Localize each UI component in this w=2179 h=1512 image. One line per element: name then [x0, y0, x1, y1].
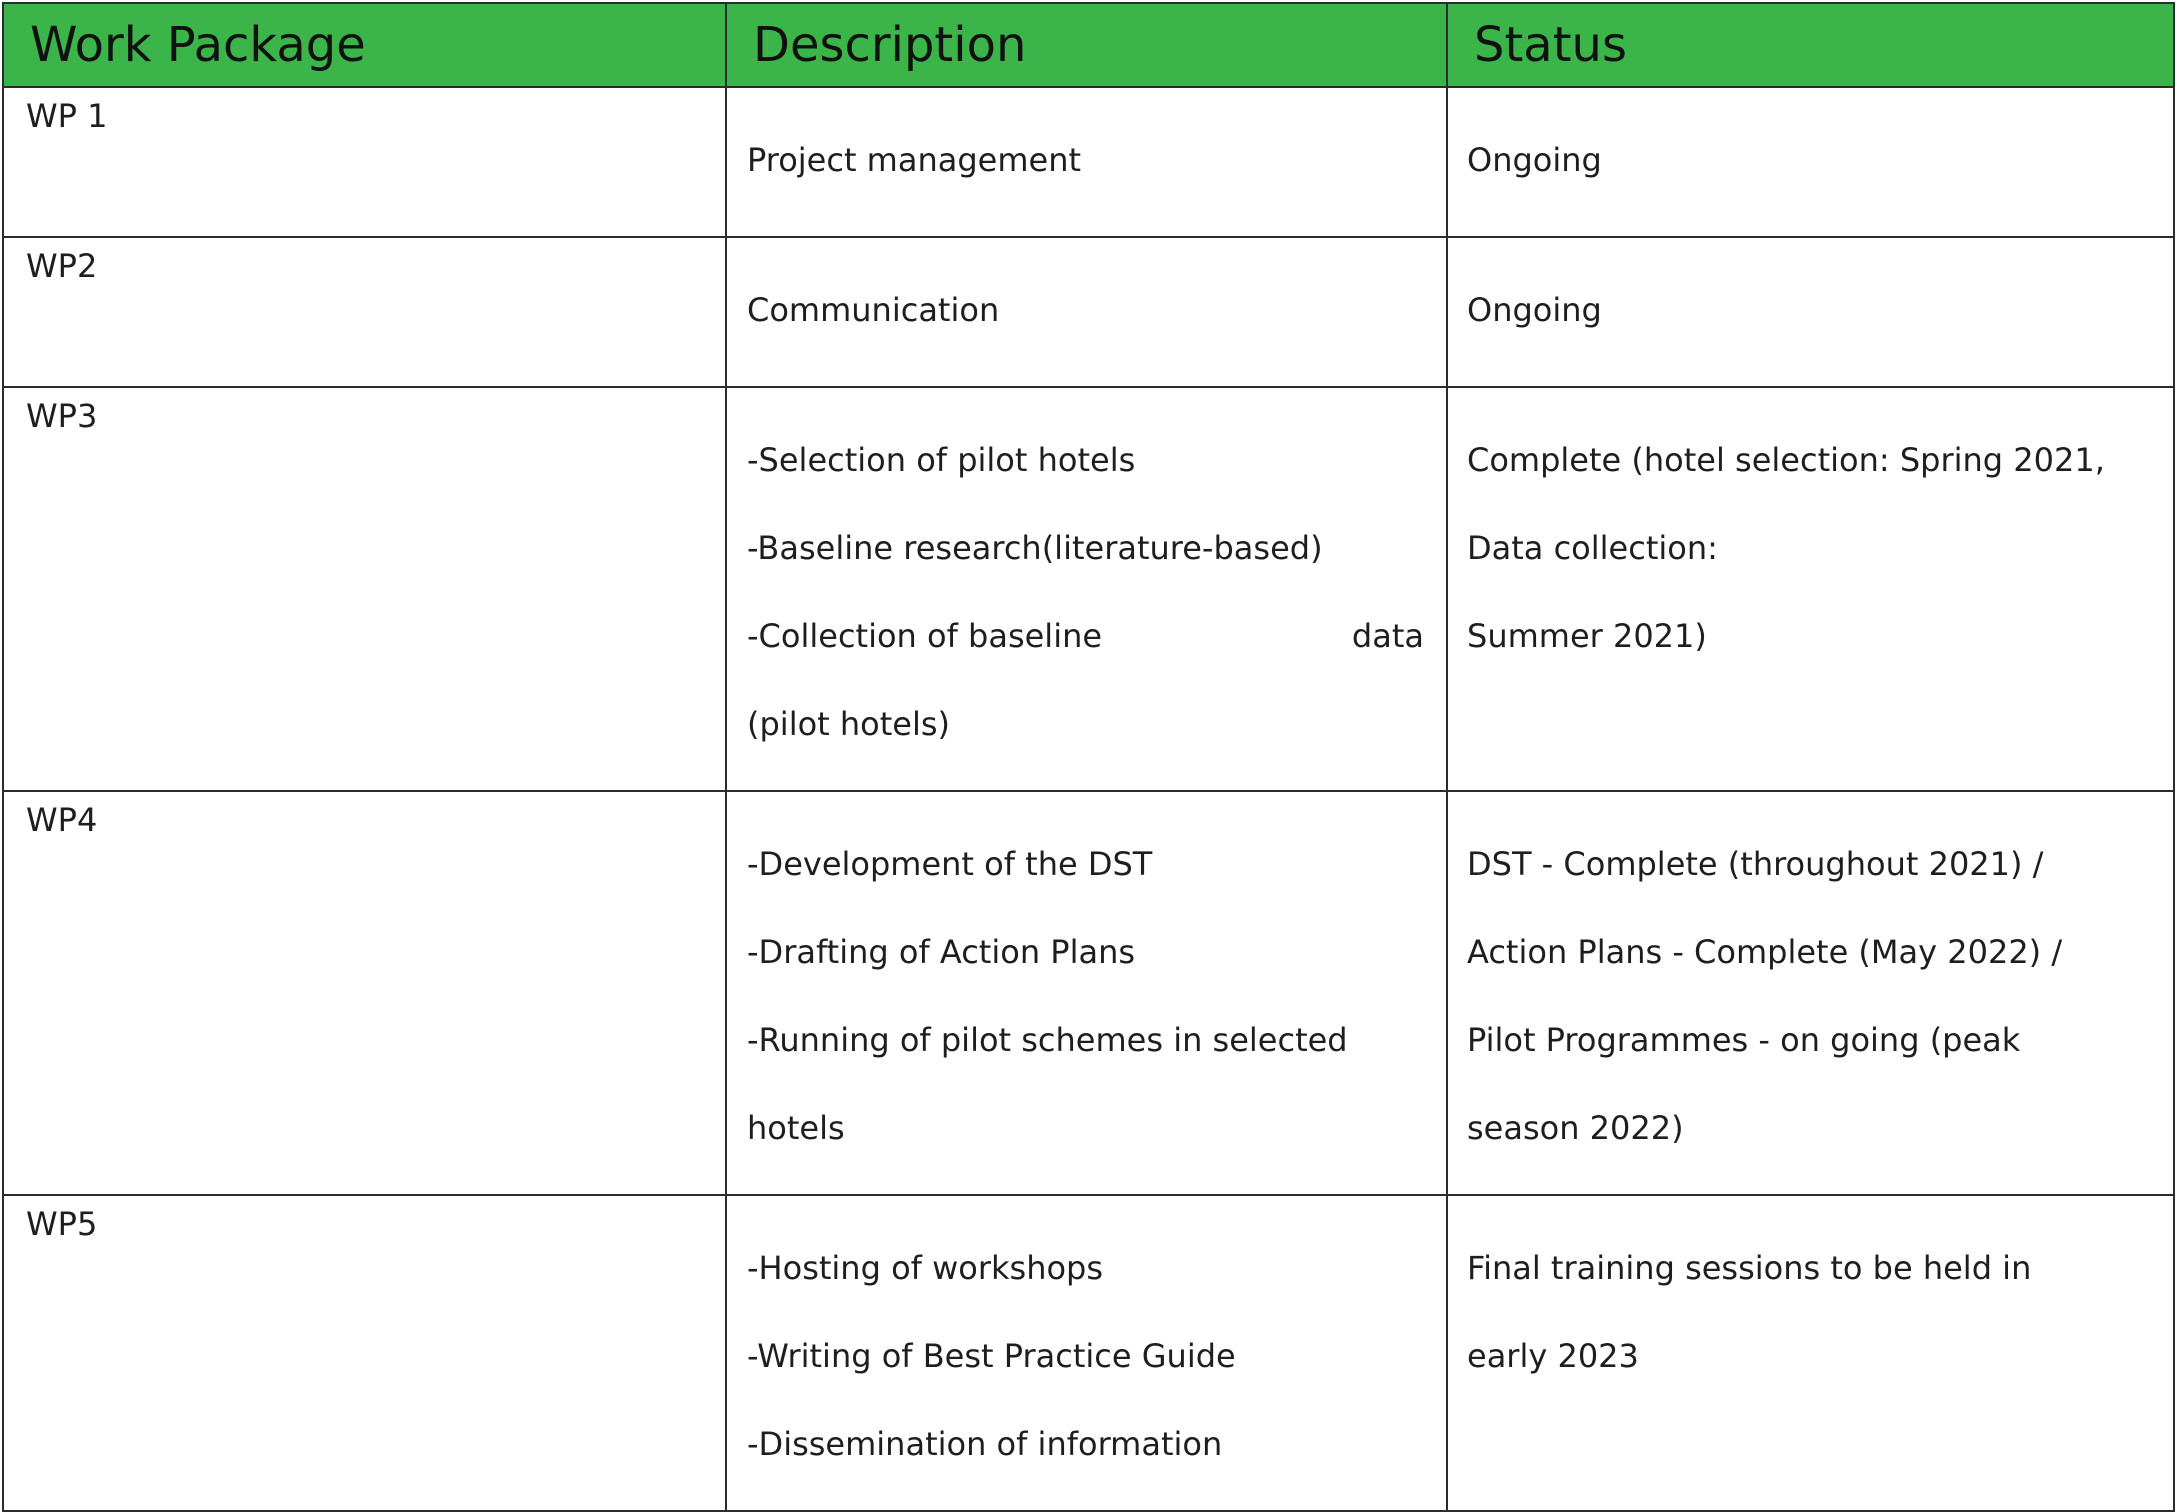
- description-line: -Dissemination of information: [747, 1425, 1223, 1463]
- description-line: Project management: [747, 141, 1082, 179]
- status-line: Ongoing: [1467, 141, 1602, 179]
- description-line: data: [1351, 617, 1424, 655]
- wp-cell: [3, 1195, 726, 1511]
- header-description: Description: [726, 3, 1447, 87]
- description-line: -Baseline research(literature-based): [747, 529, 1323, 567]
- status-line: early 2023: [1467, 1337, 1639, 1375]
- wp-cell: [3, 791, 726, 1195]
- wp-cell: [3, 237, 726, 387]
- status-line: Summer 2021): [1467, 617, 1707, 655]
- description-line: -Development of the DST: [747, 845, 1153, 883]
- status-line: Action Plans - Complete (May 2022) /: [1467, 933, 2063, 971]
- description-line: -Running of pilot schemes in selected: [747, 1021, 1348, 1059]
- status-cell: [1447, 791, 2174, 1195]
- description-line: -Drafting of Action Plans: [747, 933, 1136, 971]
- status-line: Final training sessions to be held in: [1467, 1249, 2032, 1287]
- status-cell: [1447, 1195, 2174, 1511]
- wp-label: WP4: [26, 801, 98, 839]
- description-cell: [726, 1195, 1447, 1511]
- wp-label: WP3: [26, 397, 98, 435]
- wp-label: WP 1: [26, 97, 108, 135]
- status-cell: [1447, 387, 2174, 791]
- description-line: -Selection of pilot hotels: [747, 441, 1136, 479]
- status-line: season 2022): [1467, 1109, 1684, 1147]
- table-row: [3, 87, 2174, 237]
- description-line: -Writing of Best Practice Guide: [747, 1337, 1236, 1375]
- description-cell: [726, 387, 1447, 791]
- status-cell: [1447, 237, 2174, 387]
- header-status: Status: [1447, 3, 2174, 87]
- status-line: Ongoing: [1467, 291, 1602, 329]
- wp-label: WP5: [26, 1205, 98, 1243]
- description-cell: [726, 87, 1447, 237]
- header-work-package: Work Package: [3, 3, 726, 87]
- wp-cell: [3, 387, 726, 791]
- description-line: -Hosting of workshops: [747, 1249, 1104, 1287]
- status-line: Complete (hotel selection: Spring 2021,: [1467, 441, 2105, 479]
- wp-cell: [3, 87, 726, 237]
- table-row: [3, 791, 2174, 1195]
- description-line: Communication: [747, 291, 1000, 329]
- description-line: hotels: [747, 1109, 845, 1147]
- table-header-row: [3, 3, 2174, 87]
- description-line: -Collection of baseline: [747, 617, 1103, 655]
- status-line: Data collection:: [1467, 529, 1718, 567]
- table-row: [3, 387, 2174, 791]
- description-line: (pilot hotels): [747, 705, 951, 743]
- description-justified-line: [747, 614, 1424, 658]
- status-line: Pilot Programmes - on going (peak: [1467, 1021, 2021, 1059]
- table-row: [3, 1195, 2174, 1511]
- status-line: DST - Complete (throughout 2021) /: [1467, 845, 2044, 883]
- work-package-table: [2, 2, 2175, 1512]
- description-cell: [726, 237, 1447, 387]
- status-cell: [1447, 87, 2174, 237]
- description-cell: [726, 791, 1447, 1195]
- table-row: [3, 237, 2174, 387]
- wp-label: WP2: [26, 247, 98, 285]
